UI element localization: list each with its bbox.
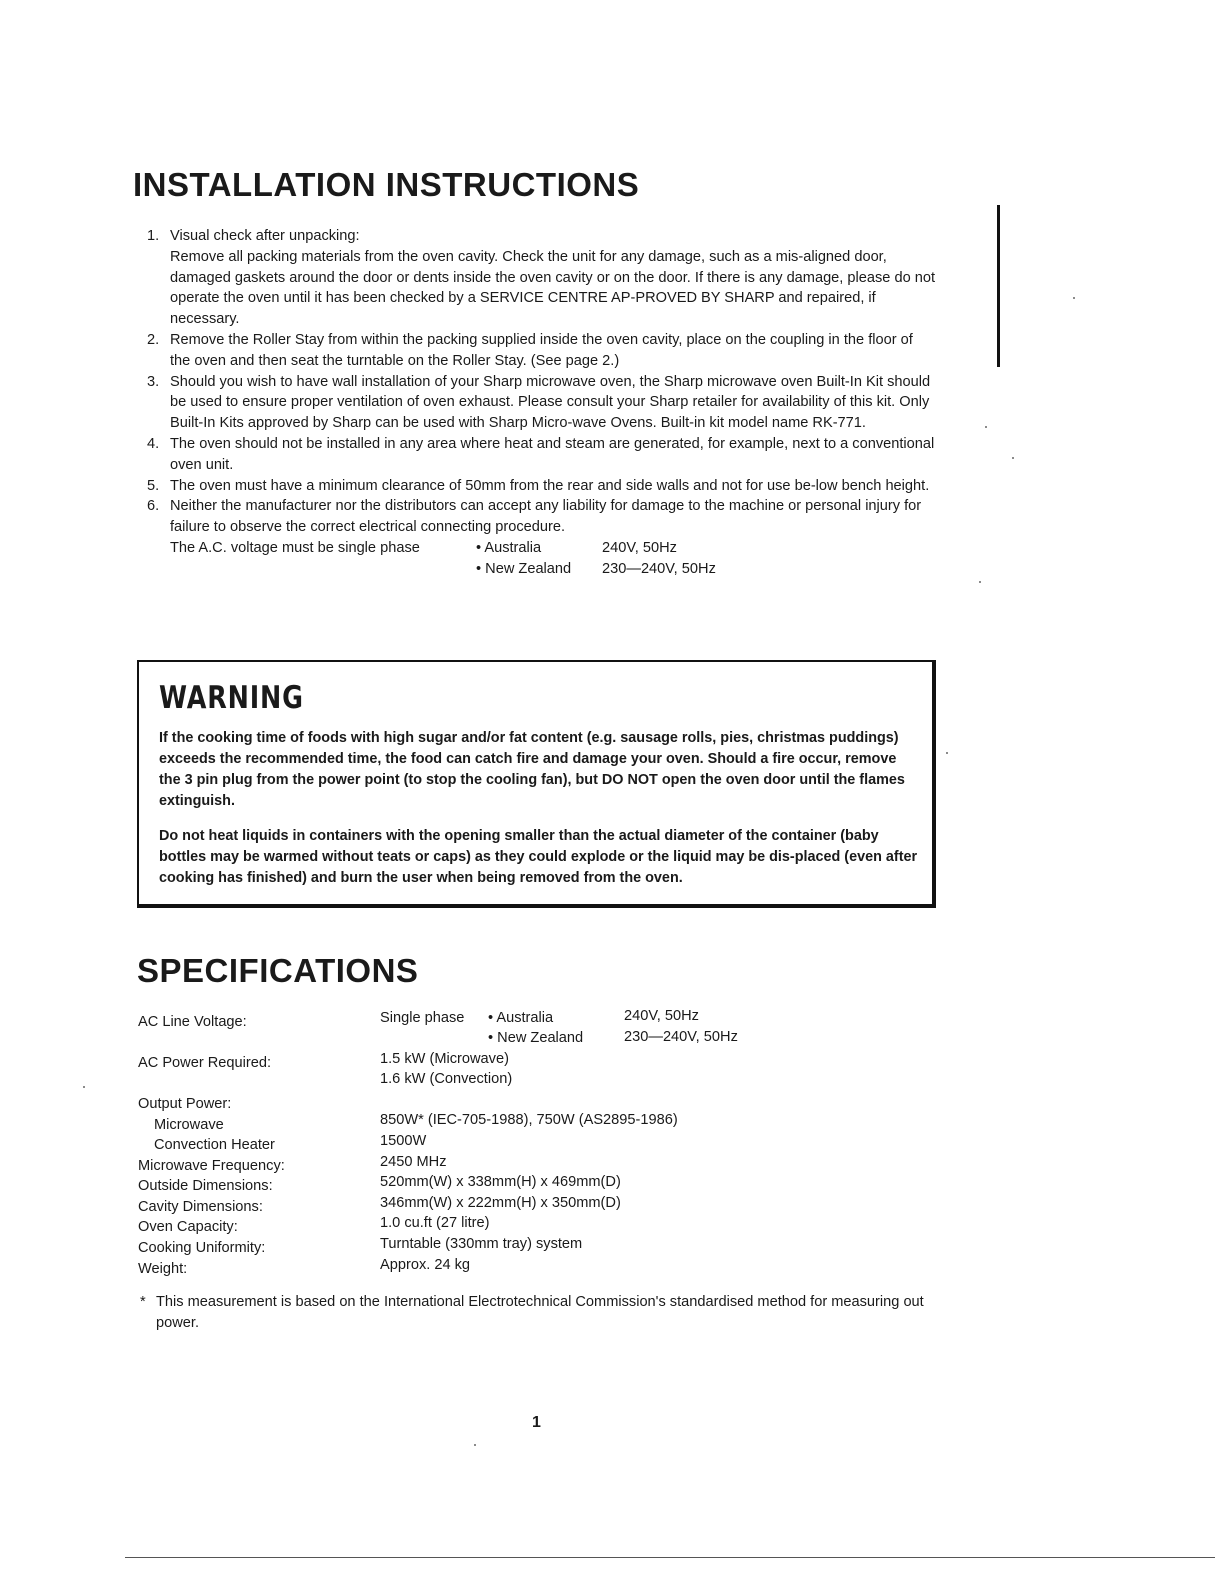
scan-speck bbox=[985, 426, 987, 428]
spec-label-cooking-uniformity: Cooking Uniformity: bbox=[138, 1240, 266, 1256]
item-text: Visual check after unpacking: Remove all packing materials from the oven cavity. Check the unit for any damage, such as a mis-aligned door, damaged gaskets around the door or dents inside the oven cavity or on the door. If there is any damage, please do not operate the oven until it has been checked by a SERVICE CENTRE AP-PROVED BY SHARP and repaired, if necessary. bbox=[170, 228, 936, 328]
voltage-lead-spacer bbox=[170, 559, 476, 580]
spec-label-weight: Weight: bbox=[138, 1261, 188, 1277]
page-number: 1 bbox=[532, 1414, 541, 1431]
scan-speck bbox=[83, 1086, 85, 1088]
voltage-table bbox=[170, 538, 937, 580]
scan-speck bbox=[946, 752, 948, 754]
spec-value-ac-power-convection: 1.6 kW (Convection) bbox=[380, 1071, 513, 1087]
scan-bottom-rule bbox=[125, 1557, 1215, 1558]
item-number: 2. bbox=[147, 331, 160, 348]
footnote-marker: * bbox=[140, 1294, 146, 1310]
list-item bbox=[147, 372, 937, 434]
item-text: The oven must have a minimum clearance of 50mm from the rear and side walls and not for use be-low bench height. bbox=[170, 477, 930, 494]
item-number: 1. bbox=[147, 228, 160, 244]
spec-label-ac-power: AC Power Required: bbox=[138, 1055, 272, 1071]
warning-title: WARNING bbox=[159, 680, 304, 716]
spec-label-microwave: Microwave bbox=[154, 1117, 224, 1133]
spec-label-outside-dimensions: Outside Dimensions: bbox=[138, 1178, 273, 1194]
spec-label-ac-line-voltage: AC Line Voltage: bbox=[138, 1014, 247, 1030]
item-number: 6. bbox=[147, 498, 160, 515]
voltage-location: • New Zealand bbox=[476, 560, 572, 577]
voltage-row-australia bbox=[170, 538, 937, 559]
scan-speck bbox=[979, 581, 981, 583]
item-text: Remove the Roller Stay from within the packing supplied inside the oven cavity, place on the coupling in the floor of the oven and then seat the turntable on the Roller Stay. (See page 2.) bbox=[170, 331, 913, 369]
spec-label-cavity-dimensions: Cavity Dimensions: bbox=[138, 1199, 263, 1215]
spec-label-microwave-frequency: Microwave Frequency: bbox=[138, 1158, 285, 1174]
spec-label-convection-heater: Convection Heater bbox=[154, 1137, 275, 1153]
warning-paragraph-fire: If the cooking time of foods with high sugar and/or fat content (e.g. sausage rolls, pies, christmas puddings) exceeds the recommended time, the food can catch fire and damage your oven. Should a fire occur, remove the 3 pin plug from the power point (to stop the cooling fan), but DO NOT open the oven door until the flames extinguish. bbox=[159, 730, 905, 809]
item-number: 4. bbox=[147, 435, 160, 452]
item-text: Should you wish to have wall installation of your Sharp microwave oven, the Sharp microwave oven Built-In Kit should be used to ensure proper ventilation of oven exhaust. Please consult your Sharp retailer for availability of this kit. Only Built-In Kits approved by Sharp can be used with Sharp Micro-wave Ovens. Built-in kit model name RK-771. bbox=[170, 373, 931, 432]
item-body bbox=[170, 496, 937, 579]
specifications-title: SPECIFICATIONS bbox=[137, 952, 419, 989]
installation-title: INSTALLATION INSTRUCTIONS bbox=[133, 166, 640, 203]
spec-label-output-power: Output Power: bbox=[138, 1096, 232, 1112]
voltage-location: • Australia bbox=[476, 539, 542, 556]
warning-box bbox=[137, 660, 936, 908]
list-item bbox=[147, 434, 937, 476]
spec-value-cavity-dimensions: 346mm(W) x 222mm(H) x 350mm(D) bbox=[380, 1195, 621, 1211]
spec-value-oven-capacity: 1.0 cu.ft (27 litre) bbox=[380, 1215, 490, 1231]
spec-value-microwave: 850W* (IEC-705-1988), 750W (AS2895-1986) bbox=[380, 1112, 678, 1128]
warning-paragraph-liquids: Do not heat liquids in containers with the opening smaller than the actual diameter of the container (baby bottles may be warmed without teats or caps) as they could explode or the liquid may be dis-placed (even after cooking has finished) and burn the user when being removed from the oven. bbox=[159, 828, 918, 886]
scan-speck bbox=[1073, 297, 1075, 299]
item-number: 3. bbox=[147, 373, 160, 390]
list-item bbox=[147, 476, 937, 497]
list-item bbox=[147, 496, 937, 579]
voltage-lead: The A.C. voltage must be single phase bbox=[170, 539, 420, 556]
voltage-value: 240V, 50Hz bbox=[602, 539, 677, 556]
list-item bbox=[147, 330, 937, 372]
scan-speck bbox=[474, 1444, 476, 1446]
spec-value-single-phase: Single phase bbox=[380, 1010, 465, 1026]
spec-label-oven-capacity: Oven Capacity: bbox=[138, 1219, 238, 1235]
spec-value-ac-power-microwave: 1.5 kW (Microwave) bbox=[380, 1051, 509, 1067]
spec-value-outside-dimensions: 520mm(W) x 338mm(H) x 469mm(D) bbox=[380, 1174, 621, 1190]
voltage-value: 230—240V, 50Hz bbox=[602, 560, 716, 577]
spec-voltage-australia: 240V, 50Hz bbox=[624, 1008, 699, 1024]
footnote bbox=[140, 1292, 940, 1334]
spec-voltage-new-zealand: 230—240V, 50Hz bbox=[624, 1029, 738, 1045]
spec-value-weight: Approx. 24 kg bbox=[380, 1257, 471, 1273]
scan-margin-bar bbox=[997, 205, 1000, 367]
spec-value-microwave-frequency: 2450 MHz bbox=[380, 1154, 447, 1170]
spec-value-cooking-uniformity: Turntable (330mm tray) system bbox=[380, 1236, 583, 1252]
spec-location-australia: • Australia bbox=[488, 1010, 554, 1026]
spec-value-convection-heater: 1500W bbox=[380, 1133, 427, 1149]
item-number: 5. bbox=[147, 477, 160, 494]
voltage-row-new-zealand bbox=[170, 559, 937, 580]
footnote-text: This measurement is based on the International Electrotechnical Commission's standardised method for measuring out power. bbox=[156, 1294, 924, 1331]
installation-list bbox=[147, 226, 937, 580]
spec-location-new-zealand: • New Zealand bbox=[488, 1030, 584, 1046]
scan-speck bbox=[1012, 457, 1014, 459]
item-text: Neither the manufacturer nor the distributors can accept any liability for damage to the machine or personal injury for failure to observe the correct electrical connecting procedure. bbox=[170, 498, 922, 536]
item-text: The oven should not be installed in any area where heat and steam are generated, for example, next to a conventional oven unit. bbox=[170, 435, 935, 473]
list-item bbox=[147, 226, 937, 330]
